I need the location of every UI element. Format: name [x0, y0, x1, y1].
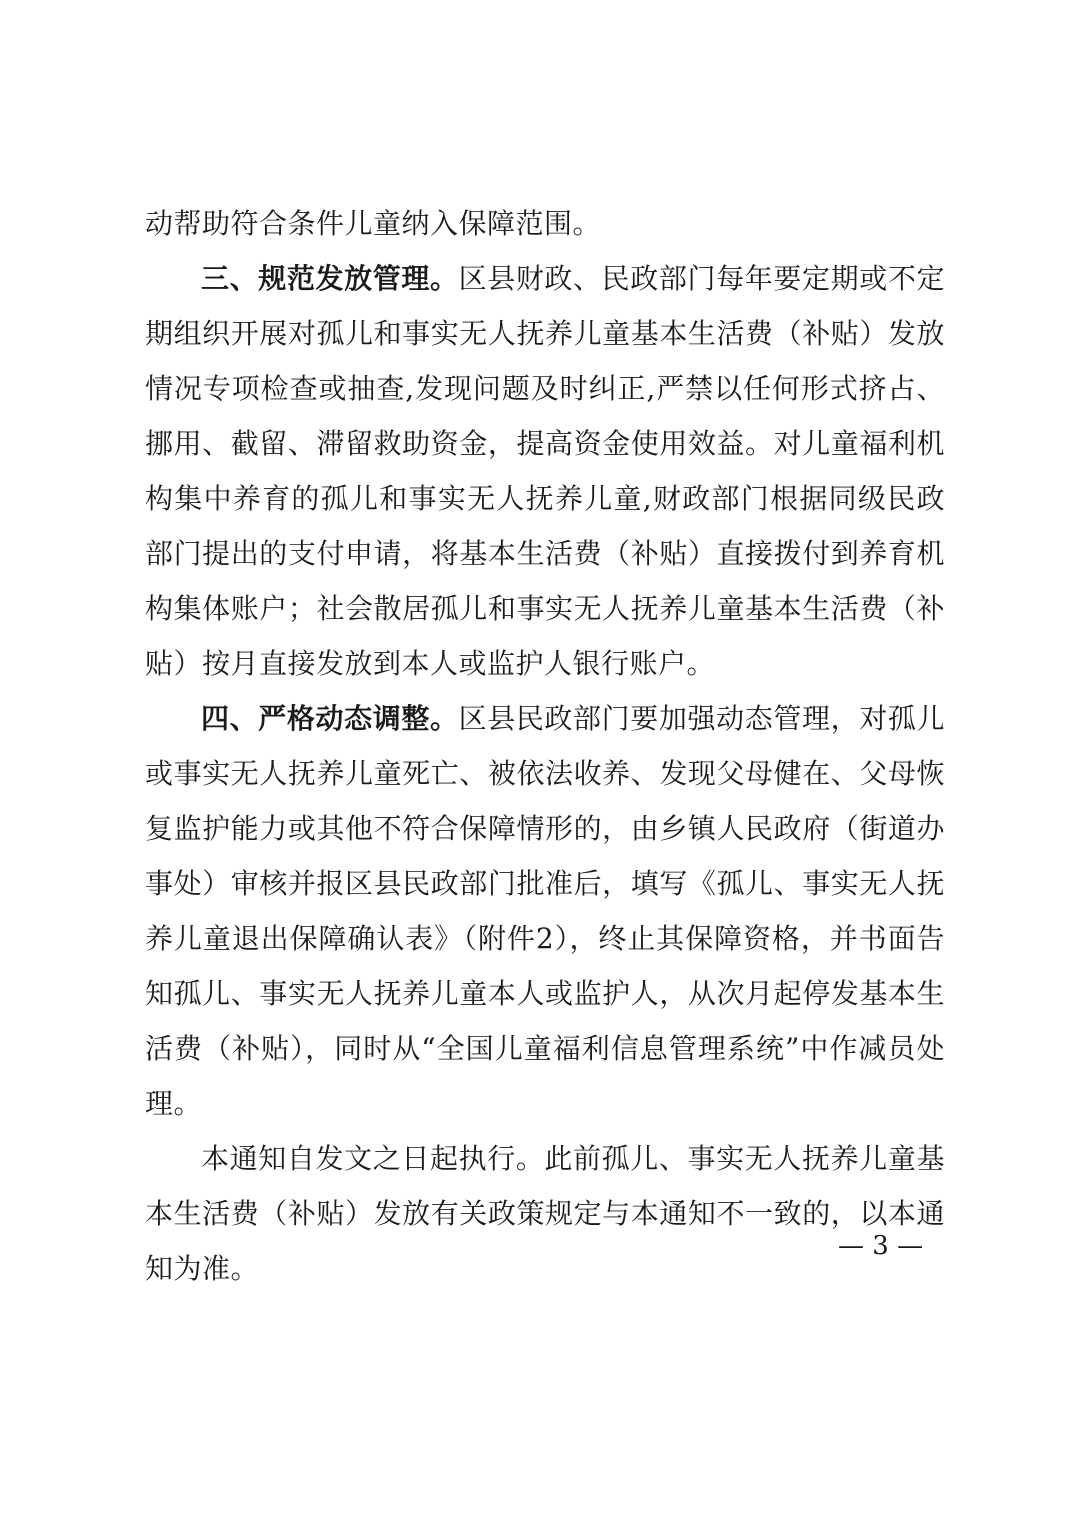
section-3-line: 构集体账户；社会散居孤儿和事实无人抚养儿童基本生活费（补 — [145, 592, 945, 625]
section-3-line: 贴）按月直接发放到本人或监护人银行账户。 — [145, 647, 716, 680]
section-4-first-line — [145, 691, 945, 746]
section-3-heading: 三、规范发放管理。 — [201, 262, 459, 295]
closing-line: 知为准。 — [145, 1252, 260, 1285]
document-body — [145, 196, 945, 1296]
section-4-line: 活费（补贴），同时从“全国儿童福利信息管理系统”中作减员处 — [145, 1032, 945, 1065]
section-4-line: 养儿童退出保障确认表》（附件2），终止其保障资格，并书面告 — [145, 922, 945, 955]
section-4-line: 理。 — [145, 1087, 203, 1120]
section-3-line: 情况专项检查或抽查,发现问题及时纠正,严禁以任何形式挤占、 — [145, 372, 945, 405]
section-4-line: 或事实无人抚养儿童死亡、被依法收养、发现父母健在、父母恢 — [145, 757, 945, 790]
section-3-line: 部门提出的支付申请，将基本生活费（补贴）直接拨付到养育机 — [145, 537, 945, 570]
section-4-line-text: 区县民政部门要加强动态管理，对孤儿 — [458, 702, 945, 735]
section-3-line: 挪用、截留、滞留救助资金，提高资金使用效益。对儿童福利机 — [145, 427, 945, 460]
closing-line: 本通知自发文之日起执行。此前孤儿、事实无人抚养儿童基 — [201, 1142, 945, 1175]
section-3-line-text: 区县财政、民政部门每年要定期或不定 — [458, 262, 945, 295]
section-3-line: 构集中养育的孤儿和事实无人抚养儿童,财政部门根据同级民政 — [145, 482, 945, 515]
paragraph-continuation-line: 动帮助符合条件儿童纳入保障范围。 — [145, 207, 602, 240]
section-3-line: 期组织开展对孤儿和事实无人抚养儿童基本生活费（补贴）发放 — [145, 317, 945, 350]
section-4-heading: 四、严格动态调整。 — [201, 702, 459, 735]
page-number: — 3 — — [838, 1231, 924, 1261]
section-3-first-line — [145, 251, 945, 306]
section-4-line: 事处）审核并报区县民政部门批准后，填写《孤儿、事实无人抚 — [145, 867, 945, 900]
section-4-line: 知孤儿、事实无人抚养儿童本人或监护人，从次月起停发基本生 — [145, 977, 945, 1010]
closing-line: 本生活费（补贴）发放有关政策规定与本通知不一致的，以本通 — [145, 1197, 945, 1230]
section-4-line: 复监护能力或其他不符合保障情形的，由乡镇人民政府（街道办 — [145, 812, 945, 845]
